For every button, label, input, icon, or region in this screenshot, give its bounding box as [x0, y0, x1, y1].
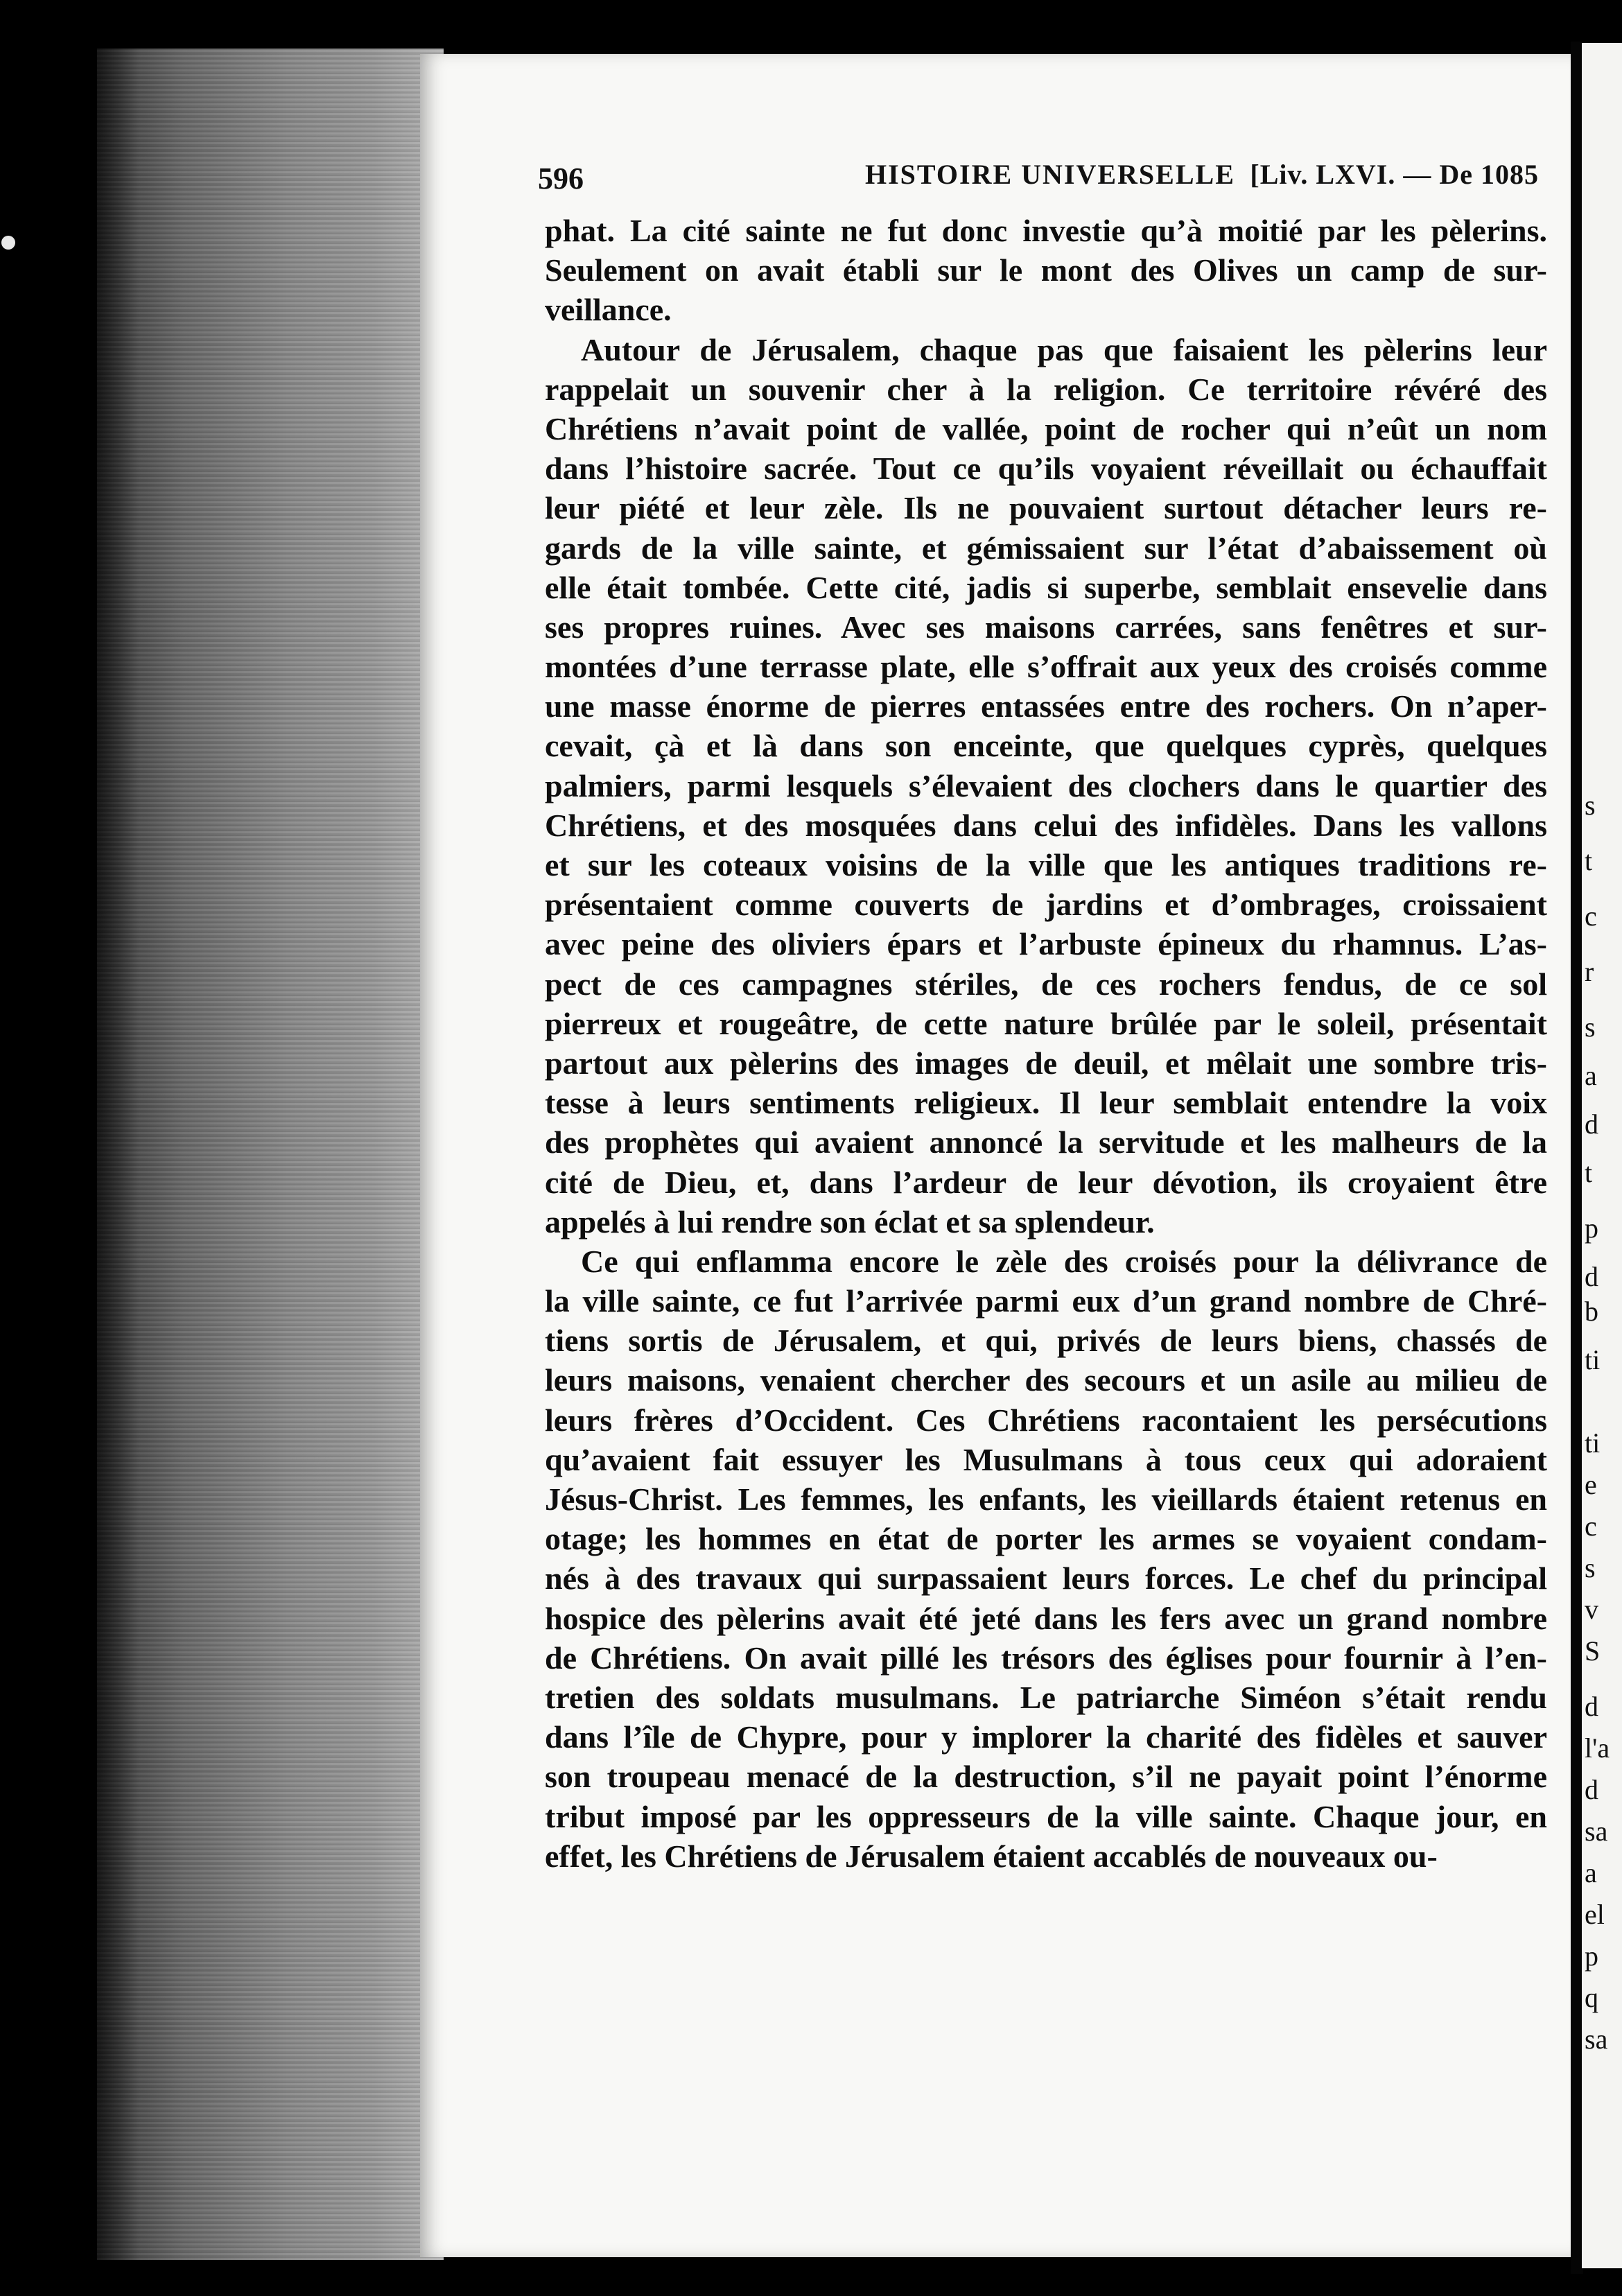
facing-page-fragment: ti [1585, 1427, 1601, 1459]
facing-page-fragment: d [1585, 1108, 1598, 1140]
text-line: partout aux pèlerins des images de deuil, et mêlait une sombre tris- [545, 1045, 1547, 1081]
facing-page-fragment: t [1585, 1157, 1593, 1188]
facing-page-fragment: v [1585, 1594, 1598, 1625]
facing-page-fragment: d [1585, 1691, 1598, 1722]
text-line: gards de la ville sainte, et gémissaient sur l’état d’abaissement où [545, 530, 1547, 566]
text-line: rappelait un souvenir cher à la religion. Ce territoire révéré des [545, 371, 1547, 407]
text-line: une masse énorme de pierres entassées entre des rochers. On n’aper- [545, 688, 1547, 724]
text-line: leurs frères d’Occident. Ces Chrétiens racontaient les persécutions [545, 1402, 1547, 1438]
text-line: leurs maisons, venaient chercher des secours et un asile au milieu de [545, 1362, 1547, 1398]
facing-page-fragment: q [1585, 1982, 1598, 2013]
facing-page-fragment: el [1585, 1899, 1605, 1930]
text-line: dans l’île de Chypre, pour y implorer la charité des fidèles et sauver [545, 1719, 1547, 1755]
facing-page-fragment: a [1585, 1060, 1597, 1091]
text-line: tesse à leurs sentiments religieux. Il leur semblait entendre la voix [545, 1085, 1547, 1121]
facing-page-fragment: ti [1585, 1344, 1601, 1375]
text-line: phat. La cité sainte ne fut donc investie qu’à moitié par les pèlerins. [545, 213, 1547, 248]
running-section-reference: [Liv. LXVI. — De 1085 [1250, 159, 1539, 190]
facing-page-fragment: s [1585, 1552, 1596, 1583]
facing-page-fragment: c [1585, 1511, 1597, 1542]
facing-page-fragment: d [1585, 1774, 1598, 1805]
text-line: pect de ces campagnes stériles, de ces rochers fendus, de ce sol [545, 966, 1547, 1002]
facing-page-fragment: e [1585, 1469, 1597, 1500]
text-line: Autour de Jérusalem, chaque pas que faisaient les pèlerins leur [581, 331, 1547, 367]
text-line: qu’avaient fait essuyer les Musulmans à tous ceux qui adoraient [545, 1441, 1547, 1477]
facing-page-fragment: b [1585, 1296, 1598, 1327]
text-line: cité de Dieu, et, dans l’ardeur de leur dévotion, ils croyaient être [545, 1164, 1547, 1200]
facing-page-fragment: S [1585, 1635, 1601, 1667]
text-line: Chrétiens, et des mosquées dans celui des infidèles. Dans les vallons [545, 807, 1547, 843]
text-line: cevait, çà et là dans son enceinte, que quelques cyprès, quelques [545, 728, 1547, 764]
text-line: leur piété et leur zèle. Ils ne pouvaient surtout détacher leurs re- [545, 490, 1547, 526]
text-line: son troupeau menacé de la destruction, s’il ne payait point l’énorme [545, 1759, 1547, 1795]
text-line: Ce qui enflamma encore le zèle des croisés pour la délivrance de [581, 1243, 1547, 1279]
text-line: appelés à lui rendre son éclat et sa splendeur. [545, 1203, 1155, 1240]
text-line: Chrétiens n’avait point de vallée, point de rocher qui n’eût un nom [545, 410, 1547, 446]
text-line: veillance. [545, 292, 672, 328]
book-page-edges [97, 49, 444, 2260]
text-line: palmiers, parmi lesquels s’élevaient des clochers dans le quartier des [545, 767, 1547, 803]
facing-page-fragment: a [1585, 1857, 1597, 1888]
facing-page-fragment: r [1585, 956, 1594, 987]
text-line: la ville sainte, ce fut l’arrivée parmi eux d’un grand nombre de Chré- [545, 1283, 1547, 1319]
running-title: HISTOIRE UNIVERSELLE [865, 159, 1235, 190]
facing-page-fragment: d [1585, 1261, 1598, 1292]
facing-page-fragment: sa [1585, 1816, 1608, 1847]
text-line: des prophètes qui avaient annoncé la servitude et les malheurs de la [545, 1124, 1547, 1160]
gutter-shadow [97, 49, 139, 2260]
text-line: hospice des pèlerins avait été jeté dans les fers avec un grand nombre [545, 1600, 1547, 1636]
page-number: 596 [538, 162, 584, 195]
text-line: montées d’une terrasse plate, elle s’offrait aux yeux des croisés comme [545, 649, 1547, 685]
body-text [545, 211, 1547, 1876]
text-line: et sur les coteaux voisins de la ville que les antiques traditions re- [545, 847, 1547, 882]
text-line: dans l’histoire sacrée. Tout ce qu’ils voyaient réveillait ou échauffait [545, 451, 1547, 487]
text-line: pierreux et rougeâtre, de cette nature brûlée par le soleil, présentait [545, 1005, 1547, 1041]
text-line: effet, les Chrétiens de Jérusalem étaient accablés de nouveaux ou- [545, 1838, 1438, 1874]
running-head [538, 154, 1543, 198]
text-line: elle était tombée. Cette cité, jadis si superbe, semblait ensevelie dans [545, 569, 1547, 605]
text-line: tretien des soldats musulmans. Le patriarche Siméon s’était rendu [545, 1679, 1547, 1715]
facing-page-fragment: p [1585, 1940, 1598, 1972]
text-line: de Chrétiens. On avait pillé les trésors des églises pour fournir à l’en- [545, 1640, 1547, 1676]
text-line: avec peine des oliviers épars et l’arbuste épineux du rhamnus. L’as- [545, 926, 1547, 962]
text-line: ses propres ruines. Avec ses maisons carrées, sans fenêtres et sur- [545, 609, 1547, 645]
text-line: otage; les hommes en état de porter les armes se voyaient condam- [545, 1521, 1547, 1557]
text-line: tribut imposé par les oppresseurs de la ville sainte. Chaque jour, en [545, 1798, 1547, 1834]
text-line: nés à des travaux qui surpassaient leurs forces. Le chef du principal [545, 1560, 1547, 1597]
text-line: présentaient comme couverts de jardins et d’ombrages, croissaient [545, 887, 1547, 923]
text-line: Seulement on avait établi sur le mont des Olives un camp de sur- [545, 252, 1547, 288]
facing-page-sliver [1582, 43, 1622, 2268]
facing-page-fragment: t [1585, 845, 1593, 876]
facing-page-fragment: c [1585, 901, 1597, 932]
text-line: tiens sortis de Jérusalem, et qui, privés de leurs biens, chassés de [545, 1323, 1547, 1359]
facing-page-fragment: s [1585, 1011, 1596, 1043]
facing-page-fragment: s [1585, 790, 1596, 821]
facing-page-fragment: sa [1585, 2024, 1608, 2055]
scan-artifact-dot [1, 236, 15, 250]
text-line: Jésus-Christ. Les femmes, les enfants, les vieillards étaient retenus en [545, 1481, 1547, 1517]
facing-page-fragment: l'a [1585, 1732, 1610, 1764]
facing-page-fragment: p [1585, 1212, 1598, 1244]
